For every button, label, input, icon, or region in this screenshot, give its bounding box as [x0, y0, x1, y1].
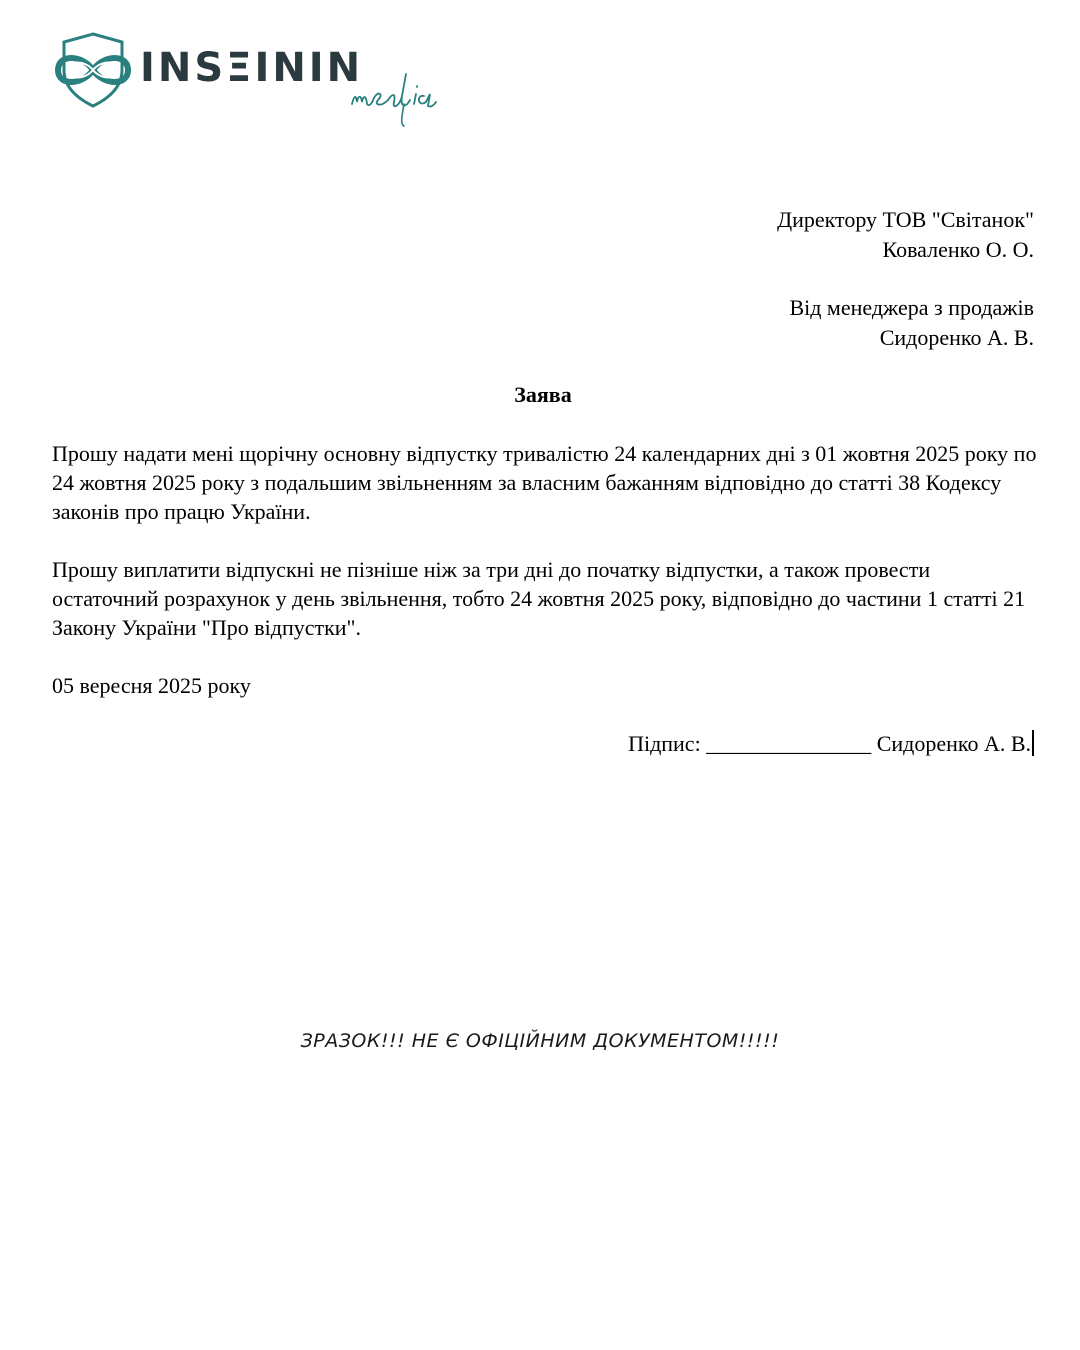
infinity-shield-icon — [52, 30, 134, 110]
document-date: 05 вересня 2025 року — [52, 673, 251, 698]
addressee-line-2: Коваленко О. О. — [882, 237, 1034, 262]
signature-label: Підпис: — [628, 731, 701, 756]
paragraph-payment-request: Прошу виплатити відпускні не пізніше ніж за три дні до початку відпустки, а також провести остаточний розрахунок у день звільнення, тобто 24 жовтня 2025 року, відповідно до частини 1 статті 21 Закону України "Про відпустки". — [52, 557, 1026, 640]
document-title: Заява — [514, 382, 572, 407]
company-logo — [52, 30, 472, 130]
logo-script-media — [344, 68, 474, 130]
addressee-block — [777, 205, 1034, 265]
signature-blank: _______________ — [706, 731, 872, 756]
logo-wordmark: INSΞININ — [140, 45, 364, 91]
signature-line — [628, 729, 1034, 758]
sample-disclaimer: ЗРАЗОК!!! НЕ Є ОФІЦІЙНИМ ДОКУМЕНТОМ!!!!! — [300, 1030, 780, 1052]
text-cursor — [1032, 730, 1034, 756]
addressee-line-1: Директору ТОВ "Світанок" — [777, 207, 1034, 232]
sender-line-1: Від менеджера з продажів — [789, 295, 1034, 320]
paragraph-leave-request: Прошу надати мені щорічну основну відпустку тривалістю 24 календарних дні з 01 жовтня 2025 року по 24 жовтня 2025 року з подальшим звільненням за власним бажанням відповідно до статті 38 Кодексу законів про працю України. — [52, 441, 1037, 524]
sender-block — [789, 293, 1034, 353]
signature-name: Сидоренко А. В. — [876, 731, 1031, 756]
sender-line-2: Сидоренко А. В. — [879, 325, 1034, 350]
